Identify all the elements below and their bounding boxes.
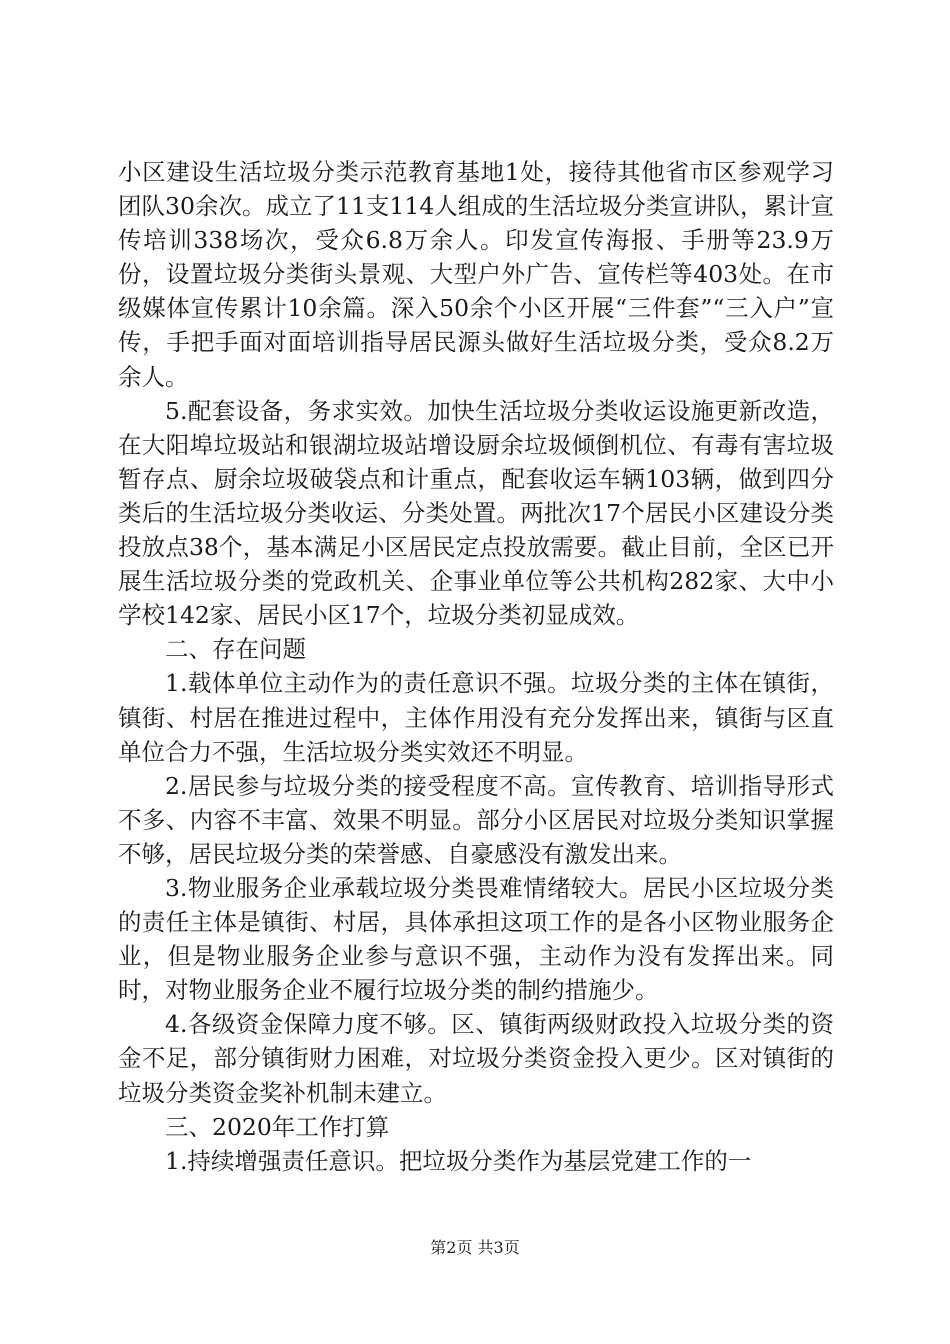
document-body — [118, 155, 834, 1178]
paragraph-3: 1.载体单位主动作为的责任意识不强。垃圾分类的主体在镇街，镇街、村居在推进过程中，主体作用没有充分发挥出来，镇街与区直单位合力不强，生活垃圾分类实效还不明显。 — [118, 669, 834, 766]
paragraph-1: 小区建设生活垃圾分类示范教育基地1处，接待其他省市区参观学习团队30余次。成立了11支114人组成的生活垃圾分类宣讲队，累计宣传培训338场次，受众6.8万余人。印发宣传海报、手册等23.9万份，设置垃圾分类街头景观、大型户外广告、宣传栏等403处。在市级媒体宣传累计10余篇。深入50余个小区开展“三件套”“三入户”宣传，手把手面对面培训指导居民源头做好生活垃圾分类，受众8.2万余人。 — [118, 158, 834, 391]
page-footer: 第2页 共3页 — [430, 1238, 520, 1257]
paragraph-6: 4.各级资金保障力度不够。区、镇街两级财政投入垃圾分类的资金不足，部分镇街财力困难，对垃圾分类资金投入更少。区对镇街的垃圾分类资金奖补机制未建立。 — [118, 1010, 834, 1107]
paragraph-7: 1.持续增强责任意识。把垃圾分类作为基层党建工作的一 — [165, 1146, 752, 1175]
section-heading-2: 二、存在问题 — [165, 635, 306, 664]
section-heading-3: 三、2020年工作打算 — [165, 1112, 390, 1141]
paragraph-5: 3.物业服务企业承载垃圾分类畏难情绪较大。居民小区垃圾分类的责任主体是镇街、村居，具体承担这项工作的是各小区物业服务企业，但是物业服务企业参与意识不强，主动作为没有发挥出来。同时，对物业服务企业不履行垃圾分类的制约措施少。 — [118, 873, 834, 1005]
paragraph-4: 2.居民参与垃圾分类的接受程度不高。宣传教育、培训指导形式不多、内容不丰富、效果不明显。部分小区居民对垃圾分类知识掌握不够，居民垃圾分类的荣誉感、自豪感没有激发出来。 — [118, 771, 834, 868]
paragraph-2: 5.配套设备，务求实效。加快生活垃圾分类收运设施更新改造，在大阳埠垃圾站和银湖垃圾站增设厨余垃圾倾倒机位、有毒有害垃圾暂存点、厨余垃圾破袋点和计重点，配套收运车辆103辆，做到四分类后的生活垃圾分类收运、分类处置。两批次17个居民小区建设分类投放点38个，基本满足小区居民定点投放需要。截止目前，全区已开展生活垃圾分类的党政机关、企事业单位等公共机构282家、大中小学校142家、居民小区17个，垃圾分类初显成效。 — [118, 396, 834, 630]
